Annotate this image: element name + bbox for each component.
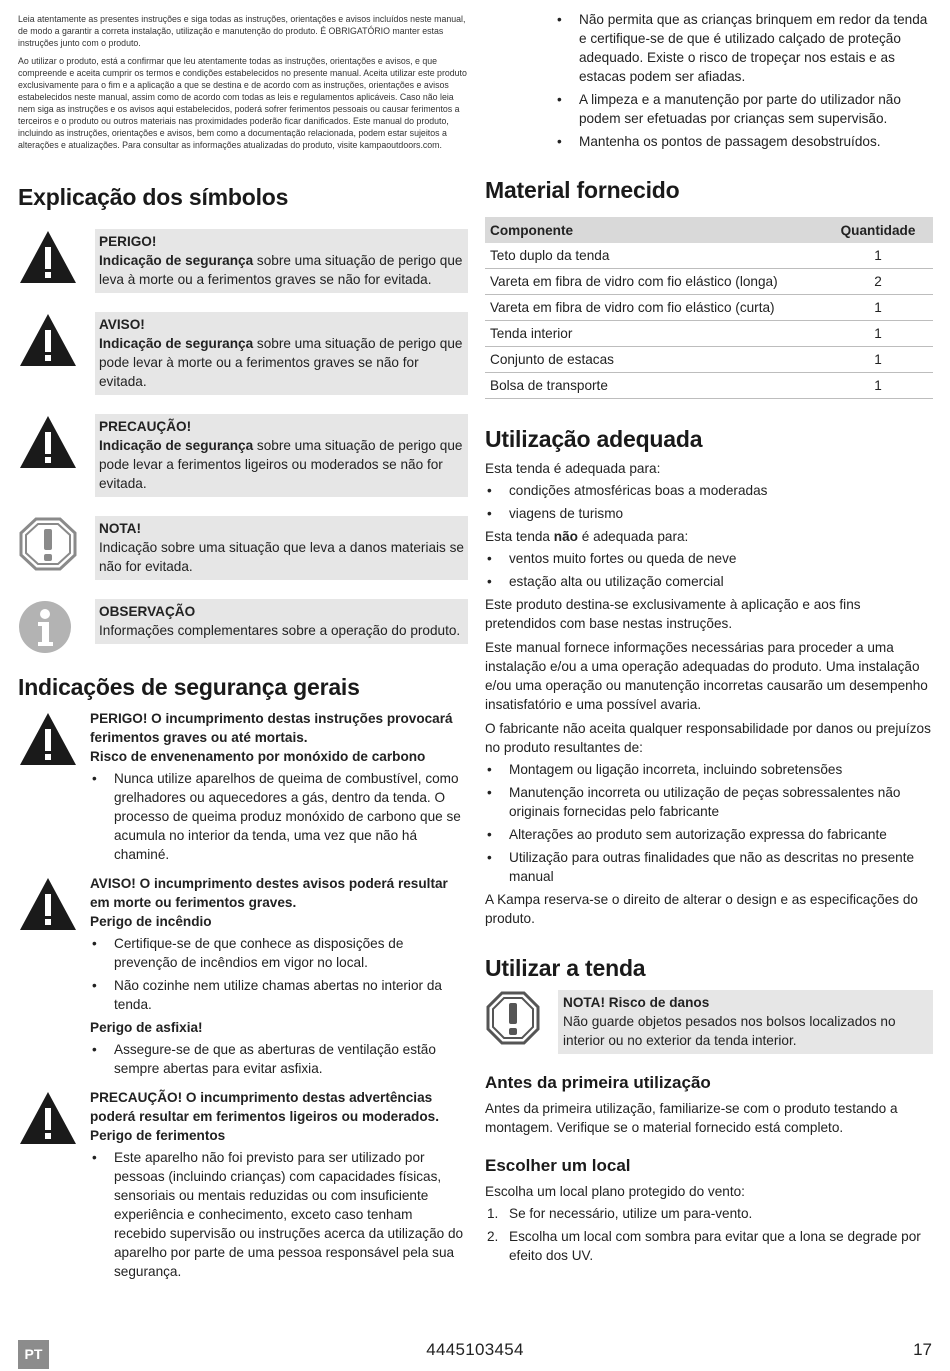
list-item: • estação alta ou utilização comercial <box>485 572 933 591</box>
table-cell: 1 <box>823 347 933 373</box>
table-cell: Tenda interior <box>485 321 823 347</box>
paragraph: Antes da primeira utilização, familiarize-se com o produto testando a montagem. Verifique se o material fornecido está completo. <box>485 1101 898 1135</box>
list-item: • Não permita que as crianças brinquem em redor da tenda e certifique-se de que é utilizado calçado de proteção adequado. Existe o risco de tropeçar nos estais e as estacas podem ser afiadas. <box>555 10 933 86</box>
paragraph: Este produto destina-se exclusivamente à aplicação e aos fins pretendidos com base nestas instruções. <box>485 597 861 631</box>
warning-triangle-icon <box>18 414 78 470</box>
document-number: 4445103454 <box>426 1340 524 1359</box>
symbol-title: PRECAUÇÃO! <box>99 419 192 434</box>
list-item: • Este aparelho não foi previsto para ser utilizado por pessoas (incluindo crianças) com capacidades físicas, sensoriais ou mentais reduzidas ou com insuficiente experiência e conhecimento, exceto caso tenham recebido supervisão ou instruções acerca da utilização do aparelho por parte de uma pessoa responsável pela sua segurança. <box>90 1148 468 1281</box>
table-cell: 1 <box>823 243 933 269</box>
table-header: Quantidade <box>823 217 933 243</box>
warning-subtitle: Perigo de asfixia! <box>90 1020 203 1035</box>
list-item: • Assegure-se de que as aberturas de ventilação estão sempre abertas para evitar asfixia. <box>90 1040 468 1078</box>
page-number: 17 <box>913 1340 932 1359</box>
danger-block <box>18 709 468 868</box>
symbol-notice <box>18 516 468 580</box>
notice-title: NOTA! Risco de danos <box>563 995 710 1010</box>
use-tent-heading: Utilizar a tenda <box>485 955 646 981</box>
notice-octagon-icon <box>485 990 541 1046</box>
paragraph: Esta tenda não é adequada para: <box>485 529 689 544</box>
intro-paragraph: Leia atentamente as presentes instruções e siga todas as instruções, orientações e avisos incluídos neste manual, de modo a garantir a correta instalação, utilização e manutenção do produto. É OBRIGATÓRIO manter estas instruções junto com o produto. <box>18 14 466 48</box>
list-item: • ventos muito fortes ou queda de neve <box>485 549 933 568</box>
language-badge: PT <box>18 1340 49 1369</box>
symbol-warning <box>18 312 468 395</box>
warning-triangle-icon <box>18 876 78 932</box>
table-row <box>485 295 933 321</box>
symbol-danger <box>18 229 468 293</box>
danger-subtitle: Risco de envenenamento por monóxido de carbono <box>90 749 426 764</box>
symbol-bold: Indicação de segurança <box>99 438 254 453</box>
right-column <box>485 0 933 1269</box>
symbol-text: sobre uma situação de perigo que leva à morte ou a ferimentos graves se não for evitada. <box>99 253 463 287</box>
symbol-text: Informações complementares sobre a operação do produto. <box>99 623 461 638</box>
paragraph: Escolha um local plano protegido do vento: <box>485 1184 745 1199</box>
material-heading: Material fornecido <box>485 177 680 203</box>
table-row <box>485 373 933 399</box>
table-row <box>485 347 933 373</box>
danger-title: PERIGO! O incumprimento destas instruções provocará ferimentos graves ou até mortais. <box>90 711 453 745</box>
list-item: • viagens de turismo <box>485 504 933 523</box>
subheading: Escolher um local <box>485 1156 631 1175</box>
page-footer <box>0 1340 950 1370</box>
warning-triangle-icon <box>18 312 78 368</box>
symbol-title: NOTA! <box>99 521 142 536</box>
table-cell: 1 <box>823 295 933 321</box>
warning-subtitle: Perigo de incêndio <box>90 914 212 929</box>
symbols-heading: Explicação dos símbolos <box>18 184 289 210</box>
table-cell: Teto duplo da tenda <box>485 243 823 269</box>
paragraph: O fabricante não aceita qualquer responsabilidade por danos ou prejuízos no produto resultantes de: <box>485 721 931 755</box>
symbol-title: AVISO! <box>99 317 145 332</box>
caution-subtitle: Perigo de ferimentos <box>90 1128 226 1143</box>
symbol-title: PERIGO! <box>99 234 157 249</box>
left-column <box>18 0 468 1285</box>
list-item: • Montagem ou ligação incorreta, incluindo sobretensões <box>485 760 933 779</box>
table-header: Componente <box>485 217 823 243</box>
warning-triangle-icon <box>18 711 78 767</box>
list-item: • Alterações ao produto sem autorização expressa do fabricante <box>485 825 933 844</box>
list-item: 2. Escolha um local com sombra para evitar que a lona se degrade por efeito dos UV. <box>485 1227 933 1265</box>
table-row <box>485 269 933 295</box>
warning-triangle-icon <box>18 1090 78 1146</box>
symbol-bold: Indicação de segurança <box>99 253 254 268</box>
table-header-row <box>485 217 933 243</box>
safety-heading: Indicações de segurança gerais <box>18 674 360 700</box>
symbol-text: sobre uma situação de perigo que pode levar à morte ou a ferimentos graves se não for evitada. <box>99 336 463 389</box>
list-item: • Mantenha os pontos de passagem desobstruídos. <box>555 132 933 151</box>
table-cell: 1 <box>823 373 933 399</box>
intro-paragraph: Ao utilizar o produto, está a confirmar que leu atentamente todas as instruções, orientações e avisos, e que compreende e aceita cumprir os termos e condições estabelecidos no presente manual. Aceita utilizar este produto exclusivamente para o fim e a aplicação a que se destina e de acordo com as instruções, orientações e avisos estabelecidos neste manual, assim como de acordo com todas as leis e regulamentos aplicáveis. Caso não leia nem siga as instruções e os avisos aqui estabelecidos, poderá sofrer ferimentos pessoais ou causar ferimentos a terceiros e o produto ou outros materiais nas proximidades poderão ficar danificados. Este manual do produto, incluindo as instruções, orientações e avisos, bem como a documentação relacionada, podem estar sujeitos a alterações e atualizações. Para consultar as informações atualizadas do produto, visite kampaoutdoors.com. <box>18 56 467 150</box>
table-cell: Vareta em fibra de vidro com fio elástico (longa) <box>485 269 823 295</box>
warning-triangle-icon <box>18 229 78 285</box>
list-item: • A limpeza e a manutenção por parte do utilizador não podem ser efetuadas por crianças sem supervisão. <box>555 90 933 128</box>
material-table <box>485 217 933 399</box>
symbol-text: sobre uma situação de perigo que pode levar a ferimentos ligeiros ou moderados se não for evitada. <box>99 438 463 491</box>
list-item: • Certifique-se de que conhece as disposições de prevenção de incêndios em vigor no local. <box>90 934 468 972</box>
list-item: • Nunca utilize aparelhos de queima de combustível, como grelhadores ou aquecedores a gás, dentro da tenda. O processo de queima produz monóxido de carbono que se acumula no interior da tenda, uma vez que não há chaminé. <box>90 769 468 864</box>
notice-block <box>485 990 933 1054</box>
symbol-caution <box>18 414 468 497</box>
table-cell: Bolsa de transporte <box>485 373 823 399</box>
info-circle-icon <box>18 599 78 655</box>
list-item: • condições atmosféricas boas a moderadas <box>485 481 933 500</box>
table-row <box>485 243 933 269</box>
paragraph: Esta tenda é adequada para: <box>485 461 661 476</box>
table-row <box>485 321 933 347</box>
table-cell: 1 <box>823 321 933 347</box>
table-cell: Vareta em fibra de vidro com fio elástico (curta) <box>485 295 823 321</box>
symbol-bold: Indicação de segurança <box>99 336 254 351</box>
list-item: • Manutenção incorreta ou utilização de peças sobressalentes não originais fornecidas pelo fabricante <box>485 783 933 821</box>
notice-text: Não guarde objetos pesados nos bolsos localizados no interior ou no exterior da tenda interior. <box>563 1014 896 1048</box>
warning-block <box>18 874 468 1082</box>
usage-heading: Utilização adequada <box>485 426 703 452</box>
table-cell: Conjunto de estacas <box>485 347 823 373</box>
list-item: • Utilização para outras finalidades que não as descritas no presente manual <box>485 848 933 886</box>
caution-title: PRECAUÇÃO! O incumprimento destas advertências poderá resultar em ferimentos ligeiros ou moderados. <box>90 1090 439 1124</box>
caution-block <box>18 1088 468 1285</box>
symbol-title: OBSERVAÇÃO <box>99 604 196 619</box>
warning-title: AVISO! O incumprimento destes avisos poderá resultar em morte ou ferimentos graves. <box>90 876 448 910</box>
list-item: • Não cozinhe nem utilize chamas abertas no interior da tenda. <box>90 976 468 1014</box>
notice-octagon-icon <box>18 516 78 572</box>
table-cell: 2 <box>823 269 933 295</box>
list-item: 1. Se for necessário, utilize um para-vento. <box>485 1204 933 1223</box>
paragraph: A Kampa reserva-se o direito de alterar o design e as especificações do produto. <box>485 892 918 926</box>
symbol-text: Indicação sobre uma situação que leva a danos materiais se não for evitada. <box>99 540 464 574</box>
subheading: Antes da primeira utilização <box>485 1073 711 1092</box>
paragraph: Este manual fornece informações necessárias para proceder a uma instalação e/ou a uma operação adequadas do produto. Uma instalação e/ou uma operação ou manutenção incorretas causarão um desempenho insatisfatório e uma possível avaria. <box>485 640 928 712</box>
symbol-observation <box>18 599 468 655</box>
